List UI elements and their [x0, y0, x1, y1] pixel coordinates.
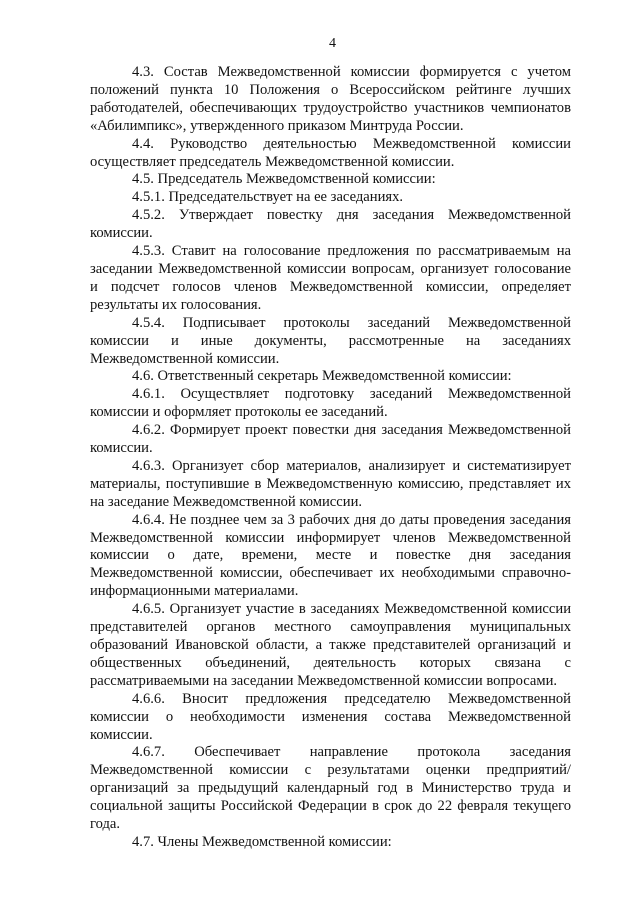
- paragraph-4-6-4: 4.6.4. Не позднее чем за 3 рабочих дня до даты проведения заседания Межведомственной комиссии информирует членов Межведомственной комиссии о дате, времени, месте и повестке дня заседания Межведомственной комиссии, обеспечивает их необходимыми справочно-информационными материалами.: [90, 511, 571, 600]
- paragraph-4-7: 4.7. Члены Межведомственной комиссии:: [132, 833, 392, 850]
- paragraph-4-3: 4.3. Состав Межведомственной комиссии формируется с учетом положений пункта 10 Положения о Всероссийском рейтинге лучших работодателей, обеспечивающих трудоустройство участников чемпионатов «Абилимпикс», утвержденного приказом Минтруда России.: [90, 64, 571, 134]
- paragraph-4-6-2: 4.6.2. Формирует проект повестки дня заседания Межведомственной комиссии.: [90, 422, 571, 457]
- paragraph-4-5-3: 4.5.3. Ставит на голосование предложения по рассматриваемым на заседании Межведомственной комиссии вопросам, организует голосование и подсчет голосов членов Межведомственной комиссии, определяет результаты их голосования.: [90, 243, 571, 313]
- paragraph-4-6-6: 4.6.6. Вносит предложения председателю Межведомственной комиссии о необходимости изменения состава Межведомственной комиссии.: [90, 690, 571, 743]
- paragraph-4-5-2: 4.5.2. Утверждает повестку дня заседания Межведомственной комиссии.: [90, 207, 571, 242]
- paragraph-4-6-3: 4.6.3. Организует сбор материалов, анализирует и систематизирует материалы, поступившие в Межведомственную комиссию, представляет их на заседание Межведомственной комиссии.: [90, 457, 571, 510]
- paragraph-4-6-5: 4.6.5. Организует участие в заседаниях Межведомственной комиссии представителей органов местного самоуправления муниципальных образований Ивановской области, а также представителей организаций и общественных объединений, деятельность которых связана с рассматриваемыми на заседании Межведомственной комиссии вопросами.: [90, 601, 571, 689]
- document-page: [90, 35, 571, 852]
- paragraph-4-4: 4.4. Руководство деятельностью Межведомственной комиссии осуществляет председатель Межведомственной комиссии.: [90, 135, 571, 170]
- paragraph-4-5: 4.5. Председатель Межведомственной комиссии:: [132, 171, 436, 188]
- paragraph-4-5-1: 4.5.1. Председательствует на ее заседаниях.: [132, 189, 404, 206]
- paragraph-4-6-7: 4.6.7. Обеспечивает направление протокола заседания Межведомственной комиссии с результатами оценки предприятий/организаций за предыдущий календарный год в Министерство труда и социальной защиты Российской Федерации в срок до 22 февраля текущего года.: [90, 744, 571, 833]
- paragraph-4-6: 4.6. Ответственный секретарь Межведомственной комиссии:: [132, 368, 512, 385]
- paragraph-4-5-4: 4.5.4. Подписывает протоколы заседаний Межведомственной комиссии и иные документы, рассмотренные на заседаниях Межведомственной комиссии.: [90, 314, 571, 367]
- page-number: 4: [329, 36, 336, 51]
- paragraph-4-6-1: 4.6.1. Осуществляет подготовку заседаний Межведомственной комиссии и оформляет протоколы ее заседаний.: [90, 386, 571, 421]
